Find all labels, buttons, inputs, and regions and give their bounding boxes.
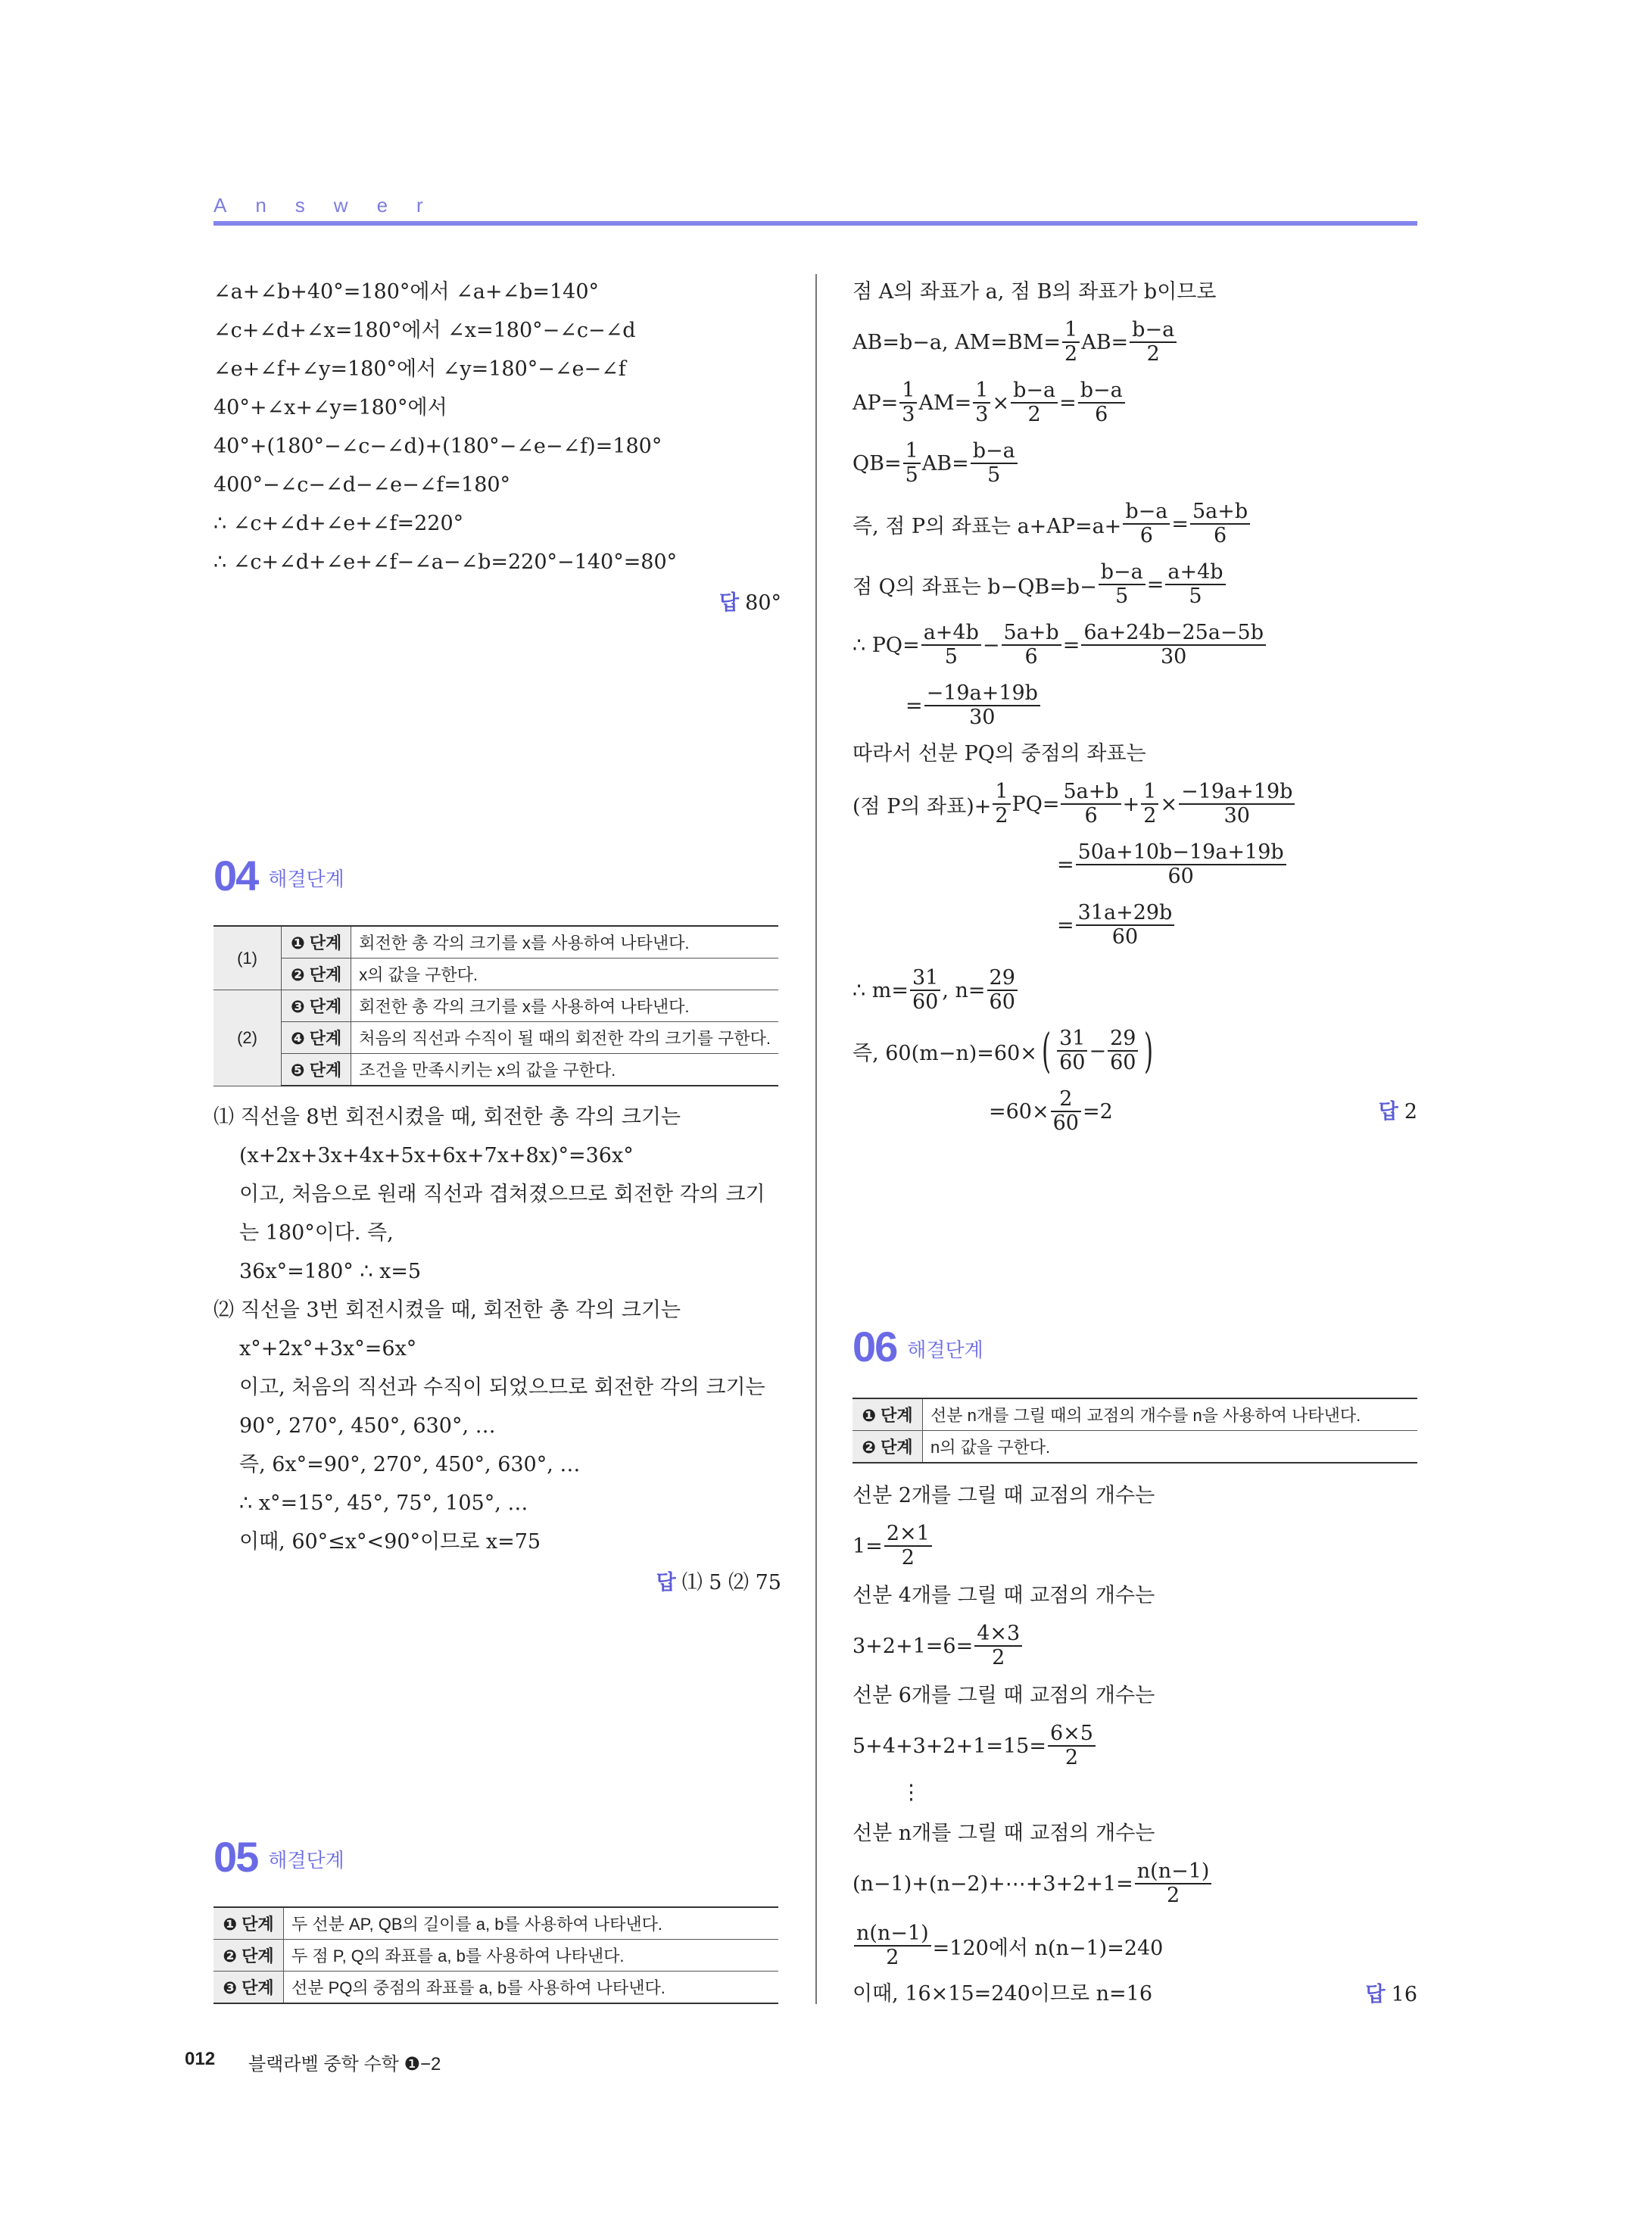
- text-line: 이때, 16×15=240이므로 n=16: [852, 1982, 1153, 2006]
- denominator: 2: [1143, 804, 1157, 828]
- step-desc: 두 점 P, Q의 좌표를 a, b를 사용하여 나타낸다.: [284, 1940, 779, 1972]
- step-cell: ❷ 단계: [214, 1940, 284, 1972]
- section-06-heading: [852, 1322, 983, 1371]
- numerator: a+4b: [1165, 561, 1225, 585]
- numerator: n(n−1): [854, 1922, 931, 1947]
- text-segment: AB=: [1081, 330, 1129, 354]
- text-segment: =: [1059, 391, 1077, 415]
- numerator: b−a: [971, 440, 1018, 464]
- answer: [1366, 1981, 1417, 2009]
- fraction: [1011, 379, 1058, 426]
- answer-label: 답: [1378, 1100, 1398, 1123]
- text-line: x°+2x°+3x°=6x°: [239, 1337, 417, 1361]
- fraction: [1051, 1088, 1081, 1135]
- denominator: 5: [905, 463, 918, 487]
- text-line: 선분 2개를 그릴 때 교점의 개수는: [852, 1484, 1155, 1507]
- text-line: 36x°=180° ∴ x=5: [239, 1260, 422, 1283]
- fraction: [1135, 1860, 1212, 1907]
- numerator: b−a: [1011, 379, 1058, 404]
- step-cell: ❷ 단계: [852, 1431, 923, 1464]
- text-segment: +: [1122, 792, 1140, 816]
- fraction: [1108, 1027, 1138, 1074]
- denominator: 60: [1059, 1051, 1086, 1074]
- numerator: 4×3: [974, 1622, 1022, 1647]
- math-line: [852, 616, 1267, 674]
- text-segment: AM=: [918, 391, 972, 415]
- numerator: 31: [910, 967, 940, 991]
- text-line: 90°, 270°, 450°, 630°, …: [239, 1414, 496, 1438]
- denominator: 30: [1160, 645, 1187, 669]
- numerator: 2: [1051, 1088, 1081, 1112]
- text-segment: ∴ PQ=: [852, 633, 920, 657]
- denominator: 3: [975, 403, 989, 426]
- numerator: b−a: [1130, 319, 1177, 343]
- denominator: 6: [1213, 524, 1227, 547]
- page-number: 012: [185, 2049, 216, 2069]
- step-desc: n의 값을 구한다.: [923, 1431, 1418, 1464]
- section-04-heading: [214, 851, 344, 900]
- step-cell: ❶ 단계: [852, 1398, 923, 1431]
- math-line: [852, 1022, 1158, 1080]
- numerator: 29: [1108, 1027, 1138, 1052]
- numerator: 31: [1057, 1027, 1087, 1052]
- step-cell: ❸ 단계: [214, 1972, 284, 2004]
- math-line: [852, 313, 1178, 371]
- math-line: [852, 1717, 1097, 1775]
- part-cell: (1): [214, 926, 282, 990]
- math-line: [852, 435, 1019, 492]
- step-cell: ❸ 단계: [282, 990, 351, 1022]
- text-segment: AP=: [852, 391, 899, 415]
- text-segment: =120에서 n(n−1)=240: [932, 1936, 1164, 1960]
- fraction: [1078, 379, 1125, 426]
- denominator: 6: [1139, 524, 1153, 547]
- section-number: 06: [852, 1323, 897, 1370]
- step-desc: 선분 n개를 그릴 때의 교점의 개수를 n을 사용하여 나타낸다.: [923, 1398, 1418, 1431]
- part-cell: (2): [214, 990, 282, 1086]
- section-number: 05: [214, 1833, 258, 1881]
- answer-value: 2: [1404, 1100, 1417, 1124]
- answer: [1379, 1098, 1417, 1126]
- math-line: [852, 374, 1127, 432]
- text-line: 이때, 60°≤x°<90°이므로 x=75: [239, 1530, 541, 1554]
- numerator: 1: [973, 379, 990, 404]
- text-segment: =: [1146, 572, 1164, 597]
- numerator: 5a+b: [1061, 781, 1121, 805]
- denominator: 2: [901, 1546, 915, 1569]
- denominator: 2: [1167, 1884, 1180, 1907]
- numerator: 5a+b: [1190, 500, 1250, 525]
- fraction: [910, 967, 940, 1014]
- math-line: [905, 677, 1042, 734]
- denominator: 3: [902, 403, 915, 426]
- text-line: 따라서 선분 PQ의 중점의 좌표는: [852, 742, 1146, 765]
- denominator: 2: [992, 1646, 1005, 1669]
- numerator: 2×1: [884, 1523, 932, 1547]
- fraction: [987, 967, 1018, 1014]
- numerator: 6a+24b−25a−5b: [1081, 622, 1266, 646]
- fraction: [1130, 319, 1177, 366]
- text-segment: ∴ m=: [852, 978, 909, 1002]
- text-segment: =: [1062, 633, 1080, 657]
- fraction: [1123, 500, 1170, 547]
- denominator: 5: [944, 645, 958, 669]
- denominator: 6: [1084, 804, 1098, 828]
- fraction: [973, 379, 990, 426]
- fraction: [854, 1922, 931, 1969]
- text-segment: ×: [992, 391, 1010, 415]
- numerator: 1: [993, 781, 1010, 805]
- numerator: a+4b: [921, 622, 981, 646]
- text-line: 이고, 처음의 직선과 수직이 되었으므로 회전한 각의 크기는: [239, 1376, 765, 1399]
- text-segment: (n−1)+(n−2)+⋯+3+2+1=: [852, 1872, 1133, 1896]
- step-desc: 처음의 직선과 수직이 될 때의 회전한 각의 크기를 구한다.: [351, 1022, 778, 1054]
- text-line: ∴ ∠c+∠d+∠e+∠f−∠a−∠b=220°−140°=80°: [214, 550, 678, 574]
- section-05-heading: [214, 1832, 344, 1881]
- denominator: 30: [969, 706, 996, 729]
- fraction: [971, 440, 1018, 487]
- fraction: [899, 379, 917, 426]
- fraction: [1076, 841, 1286, 888]
- fraction: [1076, 902, 1175, 949]
- text-segment: 1=: [852, 1534, 883, 1558]
- denominator: 2: [995, 804, 1008, 828]
- text-segment: =: [1171, 512, 1189, 536]
- answer-label: 답: [656, 1571, 676, 1594]
- column-divider: [815, 274, 817, 2004]
- fraction: [1061, 781, 1121, 828]
- text-segment: =2: [1082, 1099, 1113, 1124]
- book-title: 블랙라벨 중학 수학 ❶−2: [248, 2054, 441, 2074]
- denominator: 60: [1167, 865, 1194, 888]
- text-segment: (점 P의 좌표)+: [852, 794, 992, 818]
- fraction: [1190, 500, 1250, 547]
- numerator: 6×5: [1048, 1722, 1096, 1747]
- section-label: 해결단계: [268, 1849, 344, 1872]
- denominator: 6: [1024, 645, 1038, 669]
- text-segment: =: [1057, 913, 1074, 937]
- section-04-steps-table: [214, 925, 778, 1086]
- text-segment: 즉, 60(m−n)=60×: [852, 1041, 1037, 1065]
- answer-value: ⑴ 5 ⑵ 75: [681, 1571, 781, 1594]
- math-line: [989, 1083, 1113, 1140]
- answer-label: 답: [719, 591, 740, 614]
- fraction: [1099, 561, 1145, 608]
- text-line: ∴ ∠c+∠d+∠e+∠f=220°: [214, 512, 464, 535]
- fraction: [1165, 561, 1225, 608]
- denominator: 6: [1095, 403, 1108, 426]
- text-segment: 5+4+3+2+1=15=: [852, 1734, 1046, 1758]
- section-05-steps-table: [214, 1906, 778, 2004]
- text-line: 점 A의 좌표가 a, 점 B의 좌표가 b이므로: [852, 280, 1217, 304]
- step-cell: ❹ 단계: [282, 1022, 351, 1054]
- step-desc: x의 값을 구한다.: [351, 959, 778, 990]
- left-paren: (: [1041, 1023, 1052, 1078]
- text-segment: −: [1089, 1039, 1107, 1063]
- numerator: 1: [1062, 319, 1080, 343]
- numerator: n(n−1): [1135, 1860, 1212, 1884]
- section-06-steps-table: [852, 1398, 1417, 1464]
- math-line: [852, 1517, 934, 1575]
- denominator: 60: [1052, 1111, 1079, 1135]
- fraction: [1002, 622, 1061, 669]
- text-segment: =60×: [989, 1099, 1049, 1124]
- text-segment: −: [982, 633, 1000, 657]
- denominator: 2: [1027, 403, 1041, 426]
- answer-value: 80°: [745, 591, 781, 615]
- numerator: −19a+19b: [1179, 781, 1295, 805]
- text-segment: AB=: [921, 451, 969, 475]
- fraction: [1141, 781, 1158, 828]
- numerator: 1: [899, 379, 917, 404]
- denominator: 30: [1223, 804, 1250, 828]
- step-desc: 선분 PQ의 중점의 좌표를 a, b를 사용하여 나타낸다.: [284, 1972, 779, 2004]
- step-cell: ❶ 단계: [214, 1907, 284, 1940]
- numerator: 29: [987, 967, 1018, 991]
- math-line: [852, 1855, 1213, 1912]
- step-cell: ❷ 단계: [282, 959, 351, 990]
- text-line: 400°−∠c−∠d−∠e−∠f=180°: [214, 473, 511, 497]
- fraction: [993, 781, 1010, 828]
- math-line: [852, 495, 1251, 553]
- answer: [719, 589, 781, 617]
- numerator: b−a: [1123, 500, 1170, 525]
- math-line: [1057, 836, 1288, 893]
- text-segment: QB=: [852, 451, 902, 475]
- numerator: 5a+b: [1002, 622, 1061, 646]
- fraction: [903, 440, 921, 487]
- text-segment: AB=b−a, AM=BM=: [852, 330, 1061, 354]
- fraction: [974, 1622, 1022, 1669]
- fraction: [1048, 1722, 1096, 1769]
- text-segment: , n=: [942, 978, 986, 1002]
- fraction: [884, 1523, 932, 1569]
- denominator: 2: [1064, 342, 1078, 366]
- denominator: 60: [1110, 1051, 1136, 1074]
- text-line: 즉, 6x°=90°, 270°, 450°, 630°, …: [239, 1453, 581, 1476]
- text-line: 선분 4개를 그릴 때 교점의 개수는: [852, 1584, 1155, 1607]
- numerator: −19a+19b: [924, 682, 1040, 706]
- step-cell: ❶ 단계: [282, 926, 351, 959]
- section-label: 해결단계: [268, 868, 344, 890]
- math-line: [852, 775, 1296, 833]
- text-line: 선분 n개를 그릴 때 교점의 개수는: [852, 1822, 1155, 1845]
- header-rule: [214, 221, 1417, 226]
- math-line: [852, 1917, 1163, 1975]
- math-line: [1057, 896, 1176, 954]
- right-paren: ): [1144, 1023, 1154, 1078]
- numerator: 1: [1141, 781, 1158, 805]
- answer-header: Answer: [214, 194, 452, 217]
- step-desc: 회전한 총 각의 크기를 x를 사용하여 나타낸다.: [351, 926, 778, 959]
- denominator: 60: [912, 990, 939, 1014]
- denominator: 60: [1111, 925, 1139, 949]
- text-line: ∠a+∠b+40°=180°에서 ∠a+∠b=140°: [214, 280, 600, 304]
- answer-value: 16: [1391, 1983, 1417, 2006]
- text-line: ∠c+∠d+∠x=180°에서 ∠x=180°−∠c−∠d: [214, 319, 636, 342]
- text-segment: 점 Q의 좌표는 b−QB=b−: [852, 575, 1097, 599]
- text-line: 40°+(180°−∠c−∠d)+(180°−∠e−∠f)=180°: [214, 435, 662, 458]
- step-desc: 회전한 총 각의 크기를 x를 사용하여 나타낸다.: [351, 990, 778, 1022]
- answer: [656, 1569, 781, 1597]
- step-desc: 두 선분 AP, QB의 길이를 a, b를 사용하여 나타낸다.: [284, 1907, 779, 1940]
- numerator: 1: [903, 440, 921, 464]
- math-line: [852, 962, 1019, 1019]
- numerator: b−a: [1078, 379, 1125, 404]
- text-line: ∴ x°=15°, 45°, 75°, 105°, …: [239, 1492, 528, 1515]
- text-segment: 즉, 점 P의 좌표는 a+AP=a+: [852, 514, 1122, 538]
- step-desc: 조건을 만족시키는 x의 값을 구한다.: [351, 1054, 778, 1086]
- text-line: ⑴ 직선을 8번 회전시켰을 때, 회전한 총 각의 크기는: [214, 1105, 681, 1129]
- fraction: [1179, 781, 1295, 828]
- math-line: [852, 556, 1227, 613]
- fraction: [924, 682, 1040, 729]
- denominator: 5: [987, 463, 1001, 487]
- denominator: 2: [1064, 1746, 1079, 1769]
- fraction: [1057, 1027, 1087, 1074]
- denominator: 60: [989, 990, 1015, 1014]
- text-line: 는 180°이다. 즉,: [239, 1221, 394, 1245]
- vertical-ellipsis: ⋮: [901, 1781, 921, 1804]
- fraction: [921, 622, 981, 669]
- text-line: ∠e+∠f+∠y=180°에서 ∠y=180°−∠e−∠f: [214, 357, 626, 381]
- denominator: 2: [1146, 342, 1160, 366]
- text-line: 선분 6개를 그릴 때 교점의 개수는: [852, 1684, 1155, 1707]
- text-line: (x+2x+3x+4x+5x+6x+7x+8x)°=36x°: [239, 1144, 634, 1167]
- text-segment: =: [1057, 853, 1074, 877]
- text-line: 40°+∠x+∠y=180°에서: [214, 396, 447, 419]
- denominator: 5: [1115, 584, 1129, 608]
- section-label: 해결단계: [907, 1339, 983, 1361]
- fraction: [1081, 622, 1266, 669]
- denominator: 2: [886, 1946, 899, 1969]
- section-number: 04: [214, 852, 258, 899]
- text-segment: PQ=: [1011, 792, 1060, 816]
- math-line: [852, 1617, 1024, 1675]
- text-line: 이고, 처음으로 원래 직선과 겹쳐졌으므로 회전한 각의 크기: [239, 1183, 765, 1206]
- numerator: 50a+10b−19a+19b: [1076, 841, 1286, 865]
- numerator: 31a+29b: [1076, 902, 1175, 926]
- text-line: ⑵ 직선을 3번 회전시켰을 때, 회전한 총 각의 크기는: [214, 1298, 681, 1322]
- denominator: 5: [1189, 584, 1202, 608]
- text-segment: ×: [1160, 792, 1178, 816]
- numerator: b−a: [1099, 561, 1145, 585]
- text-segment: =: [905, 694, 923, 718]
- step-cell: ❺ 단계: [282, 1054, 351, 1086]
- text-segment: 3+2+1=6=: [852, 1634, 974, 1658]
- answer-label: 답: [1365, 1983, 1385, 2006]
- fraction: [1062, 319, 1080, 366]
